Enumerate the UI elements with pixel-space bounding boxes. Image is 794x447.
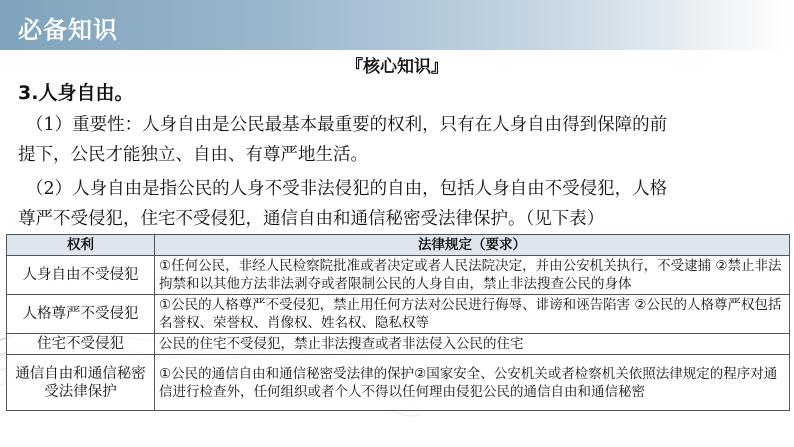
- table-row: [7, 355, 790, 411]
- section-label: 『核心知识』: [346, 57, 448, 77]
- table-row: [7, 295, 790, 334]
- table-header-row: [7, 235, 790, 256]
- paragraph-importance: [18, 110, 788, 170]
- paragraph-line: 提下，公民才能独立、自由、有尊严地生活。: [18, 145, 368, 165]
- right-name: 人格尊严不受侵犯: [7, 295, 155, 334]
- right-name: 住宅不受侵犯: [7, 334, 155, 355]
- rule-text: ①公民的人格尊严不受侵犯，禁止用任何方法对公民进行侮辱、诽谤和诬告陷害 ②公民的人格尊严权包括名誉权、荣誉权、肖像权、姓名权、隐私权等: [155, 295, 790, 334]
- table-row: [7, 256, 790, 295]
- header-title: 必备知识: [18, 15, 118, 44]
- header-bar: [0, 0, 794, 50]
- right-name: 人身自由不受侵犯: [7, 256, 155, 295]
- header-right: 权利: [7, 235, 155, 256]
- paragraph-definition: [18, 174, 788, 234]
- right-name: 通信自由和通信秘密受法律保护: [7, 355, 155, 411]
- paragraph-line: （1）重要性：人身自由是公民最基本最重要的权利，只有在人身自由得到保障的前: [26, 115, 668, 135]
- paragraph-line: （2）人身自由是指公民的人身不受非法侵犯的自由，包括人身自由不受侵犯，人格: [26, 179, 668, 199]
- paragraph-line: 尊严不受侵犯，住宅不受侵犯，通信自由和通信秘密受法律保护。（见下表）: [18, 209, 605, 229]
- header-rule: 法律规定（要求）: [155, 235, 790, 256]
- rule-text: ①任何公民，非经人民检察院批准或者决定或者人民法院决定，并由公安机关执行，不受逮捕 ②禁止非法拘禁和以其他方法非法剥夺或者限制公民的人身自由，禁止非法搜查公民的身体: [155, 256, 790, 295]
- table-row: [7, 334, 790, 355]
- law-table: [6, 234, 790, 411]
- rule-text: ①公民的通信自由和通信秘密受法律的保护②国家安全、公安机关或者检察机关依照法律规定的程序对通信进行检查外，任何组织或者个人不得以任何理由侵犯公民的通信自由和通信秘密: [155, 355, 790, 411]
- section-heading: 3.人身自由。: [18, 82, 134, 104]
- rule-text: 公民的住宅不受侵犯，禁止非法搜查或者非法侵入公民的住宅: [155, 334, 790, 355]
